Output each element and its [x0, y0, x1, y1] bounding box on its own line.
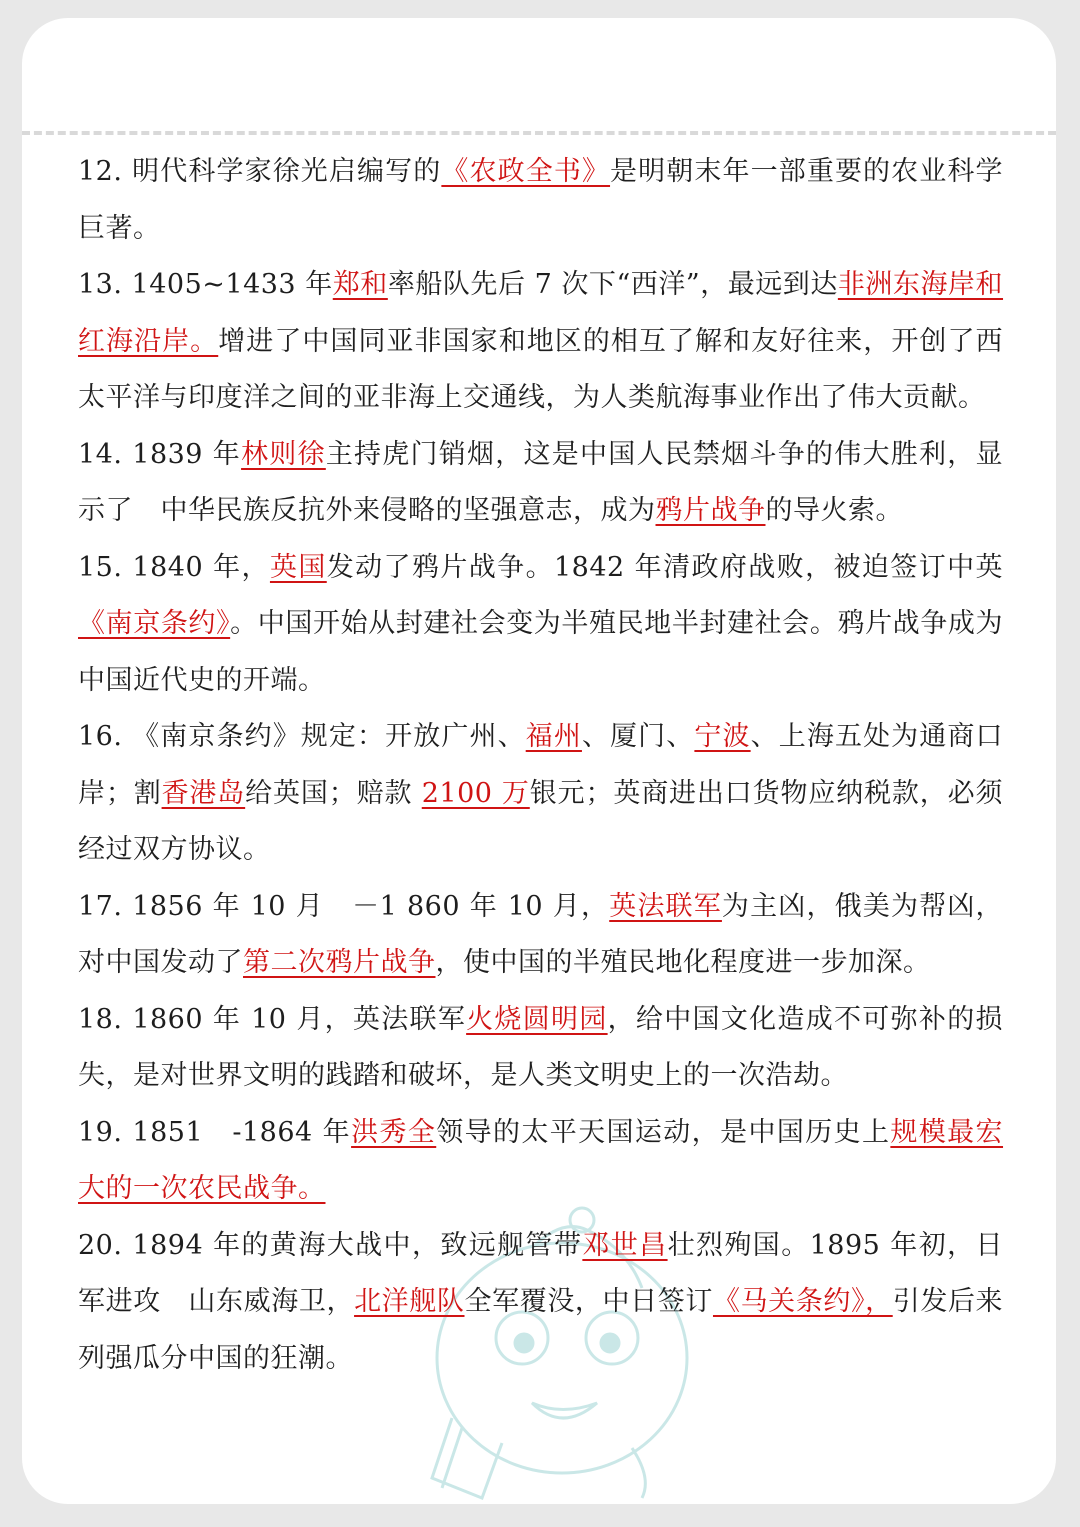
list-item	[78, 144, 1003, 257]
highlighted-term: 英法联军	[609, 890, 722, 922]
body-text: 为主凶，俄美为帮凶，对中国发动了	[78, 890, 1004, 978]
highlighted-term: 2100 万	[421, 777, 530, 809]
highlighted-term: 规模最宏大的一次农民战争。	[78, 1116, 1004, 1204]
highlighted-term: 福州	[525, 721, 582, 752]
highlighted-term: 林则徐	[241, 438, 326, 470]
body-text: 引发后来列强瓜分中国的狂潮。	[78, 1286, 1004, 1374]
highlighted-term: 郑和	[332, 269, 388, 300]
list-item	[78, 257, 1003, 427]
body-text: 的导火索。	[765, 495, 903, 526]
highlighted-term: 鸦片战争	[655, 495, 766, 526]
highlighted-term: 第二次鸦片战争	[243, 947, 436, 978]
highlighted-term: 邓世昌	[582, 1229, 668, 1261]
body-text: ，使中国的半殖民地化程度进一步加深。	[435, 947, 931, 978]
highlighted-term: 英国	[269, 551, 327, 583]
list-item	[78, 1218, 1003, 1388]
highlighted-term: 《南京条约》	[78, 608, 231, 639]
body-text: 发动了鸦片战争。1842 年清政府战败，被迫签订中英	[326, 551, 1004, 583]
body-text: 增进了中国同亚非国家和地区的相互了解和友好往来，开创了西太平洋与印度洋之间的亚非海上交通线，为人类航海事业作出了伟大贡献。	[78, 325, 1003, 413]
body-text: 是明朝末年一部重要的农业科学巨著。	[78, 156, 1004, 244]
list-item	[78, 709, 1003, 879]
body-text: 12. 明代科学家徐光启编写的	[78, 156, 442, 187]
highlighted-term: 北洋舰队	[354, 1286, 465, 1317]
dashed-divider	[22, 131, 1056, 135]
highlighted-term: 香港岛	[161, 777, 246, 809]
body-text: 16. 《南京条约》规定：开放广州、	[78, 721, 526, 752]
list-item	[78, 992, 1003, 1105]
body-text: 、上海五处为通商口岸；割	[78, 721, 1004, 809]
body-text: 领导的太平天国运动，是中国历史上	[436, 1116, 891, 1148]
highlighted-term: 非洲东海岸和红海沿岸。	[78, 269, 1004, 357]
highlighted-term: 洪秀全	[351, 1116, 437, 1148]
body-text: 全军覆没，中日签订	[464, 1286, 713, 1317]
body-text: 、厦门、	[581, 721, 695, 752]
highlighted-term: 《农政全书》	[441, 156, 611, 187]
body-text: 壮烈殉国。1895 年初，日军进攻 山东威海卫，	[78, 1229, 1003, 1317]
body-text: 14. 1839 年	[78, 438, 242, 470]
body-text: 给英国；赔款	[245, 777, 422, 809]
body-text: 15. 1840 年，	[78, 551, 270, 583]
list-item	[78, 879, 1003, 992]
highlighted-term: 《马关条约》，	[712, 1286, 893, 1317]
list-item	[78, 427, 1003, 540]
list-item	[78, 1105, 1003, 1218]
body-text: 19. 1851 -1864 年	[78, 1116, 352, 1148]
body-text: 20. 1894 年的黄海大战中，致远舰管带	[78, 1229, 583, 1261]
body-text: 银元；英商进出口货物应纳税款，必须经过双方协议。	[78, 777, 1003, 865]
page-card	[22, 18, 1056, 1504]
body-text: 主持虎门销烟，这是中国人民禁烟斗争的伟大胜利，显示了 中华民族反抗外来侵略的坚强意志，成为	[78, 438, 1003, 526]
highlighted-term: 火烧圆明园	[466, 1003, 608, 1035]
list-item	[78, 540, 1003, 710]
body-text: 率船队先后 7 次下“西洋”，最远到达	[387, 269, 838, 300]
document-body	[78, 144, 1003, 1387]
body-text: 18. 1860 年 10 月，英法联军	[78, 1003, 467, 1035]
body-text: 13. 1405~1433 年	[78, 269, 333, 300]
body-text: 17. 1856 年 10 月 －1 860 年 10 月，	[78, 890, 610, 922]
body-text: ，给中国文化造成不可弥补的损失，是对世界文明的践踏和破坏，是人类文明史上的一次浩劫。	[78, 1003, 1004, 1091]
highlighted-term: 宁波	[694, 721, 751, 752]
body-text: 。中国开始从封建社会变为半殖民地半封建社会。鸦片战争成为中国近代史的开端。	[78, 608, 1004, 696]
